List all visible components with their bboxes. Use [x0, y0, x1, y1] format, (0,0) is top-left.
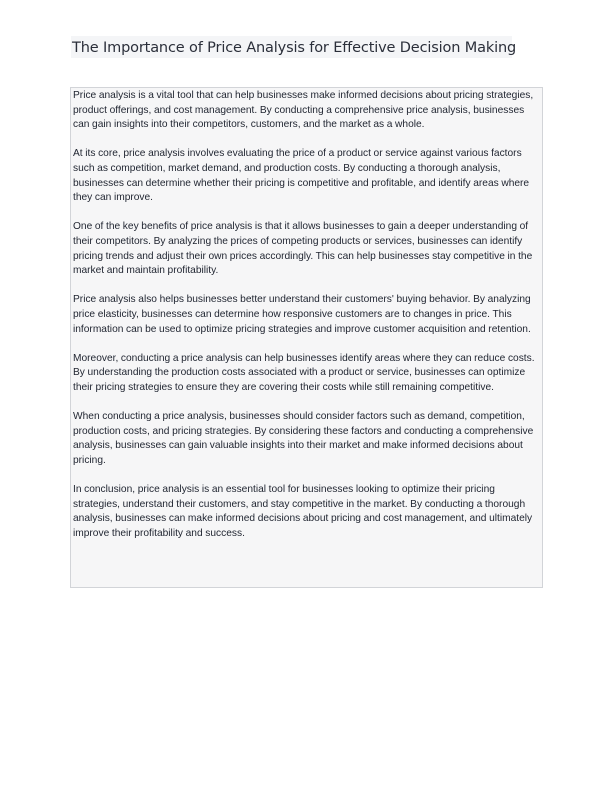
- paragraph-1: Price analysis is a vital tool that can help businesses make informed decisions about pricing strategies, product offerings, and cost management. By conducting a comprehensive price analysis, businesses can gain insights into their competitors, customers, and the market as a whole.: [73, 90, 534, 131]
- document-title: The Importance of Price Analysis for Effective Decision Making: [71, 36, 512, 58]
- paragraph-6: When conducting a price analysis, businesses should consider factors such as demand, competition, production costs, and pricing strategies. By considering these factors and conducting a comprehensive analysis, businesses can gain valuable insights into their market and make informed decisions about pricing.: [73, 411, 534, 466]
- document-body: [70, 87, 543, 588]
- paragraph-5: Moreover, conducting a price analysis can help businesses identify areas where they can reduce costs. By understanding the production costs associated with a product or service, businesses can optimize their pricing strategies to ensure they are covering their costs while still remaining competitive.: [73, 352, 535, 393]
- paragraph-2: At its core, price analysis involves evaluating the price of a product or service against various factors such as competition, market demand, and production costs. By conducting a thorough analysis, businesses can determine whether their pricing is competitive and profitable, and identify areas where they can improve.: [73, 148, 530, 204]
- paragraph-4: Price analysis also helps businesses better understand their customers' buying behavior. By analyzing price elasticity, businesses can determine how responsive customers are to changes in price. This information can be used to optimize pricing strategies and improve customer acquisition and retention.: [73, 294, 531, 335]
- paragraph-3: One of the key benefits of price analysis is that it allows businesses to gain a deeper understanding of their competitors. By analyzing the prices of competing products or services, businesses can identify pricing trends and adjust their own prices accordingly. This can help businesses stay competitive in the market and maintain profitability.: [73, 221, 533, 277]
- paragraph-7: In conclusion, price analysis is an essential tool for businesses looking to optimize their pricing strategies, understand their customers, and stay competitive in the market. By conducting a thorough analysis, businesses can make informed decisions about pricing and cost management, and ultimately improve their profitability and success.: [73, 484, 533, 539]
